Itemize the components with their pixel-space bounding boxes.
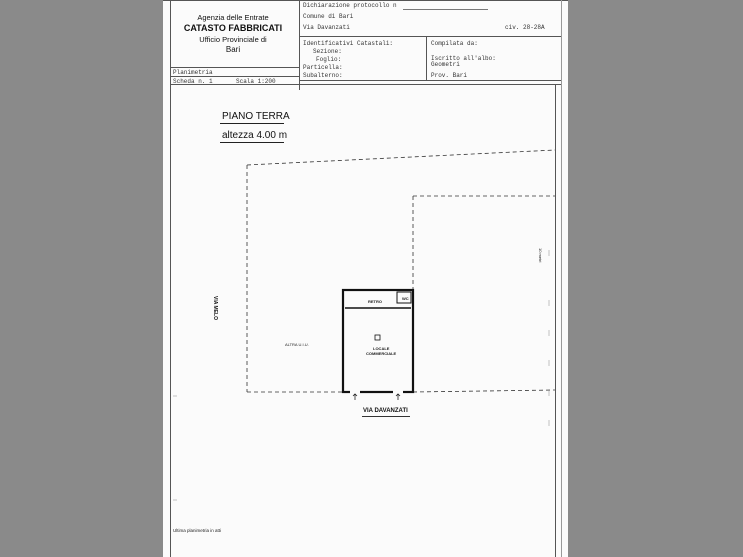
via-melo-label: VIA MELO [212, 296, 218, 320]
margin-ticks [173, 250, 549, 500]
shop-walls [343, 290, 413, 392]
site-outline [247, 150, 555, 392]
entrance-arrows [353, 394, 400, 400]
scala-label: Scala 1:200 [236, 78, 276, 85]
footer-note: Ultima planimetria in atti [173, 528, 222, 533]
height-label: altezza 4.00 m [222, 130, 288, 141]
particella-label: Particella: [303, 64, 343, 71]
margin-scale-mark: 10 metri [538, 248, 543, 263]
identificativi-label: Identificativi Catastali: [303, 40, 394, 47]
planimetria-label: Planimetria [173, 69, 213, 76]
shop-outer-wall [343, 290, 413, 392]
locale-label-1: LOCALE [373, 346, 390, 351]
wc-label: WC [402, 296, 409, 301]
foglio-label: Foglio: [316, 56, 342, 63]
comune-label: Comune di Bari [303, 13, 354, 20]
document-page [163, 0, 568, 557]
prov-label: Prov. Bari [431, 72, 468, 79]
via-label: Via Davanzati [303, 24, 350, 31]
ufficio-city: Bari [225, 45, 241, 54]
via-davanzati-label: VIA DAVANZATI [363, 408, 408, 414]
agency-name: Agenzia delle Entrate [197, 13, 269, 22]
floor-label: PIANO TERRA [222, 111, 290, 122]
altra-uiu-label: ALTRA U.I.U. [285, 342, 309, 347]
ufficio-label: Ufficio Provinciale di [199, 35, 267, 44]
retro-label: RETRO [368, 299, 382, 304]
sezione-label: Sezione: [313, 48, 342, 55]
civico-label: civ. 28-28A [505, 24, 545, 31]
catasto-title: CATASTO FABBRICATI [183, 23, 283, 33]
dichiarazione-label: Dichiarazione protocollo n [303, 2, 397, 9]
entrance-arrow-left [353, 394, 357, 400]
compilata-label: Compilata da: [431, 40, 478, 47]
locale-label-2: COMMERCIALE [366, 351, 397, 356]
entrance-arrow-right [396, 394, 400, 400]
iscritto-label: Iscritto all'albo: [431, 55, 496, 62]
subalterno-label: Subalterno: [303, 72, 343, 79]
floor-plan-drawing [163, 0, 568, 557]
scheda-number: Scheda n. 1 [173, 78, 213, 85]
shop-column [375, 335, 380, 340]
geometri-label: Geometri [431, 61, 460, 68]
wc-room [397, 292, 411, 303]
